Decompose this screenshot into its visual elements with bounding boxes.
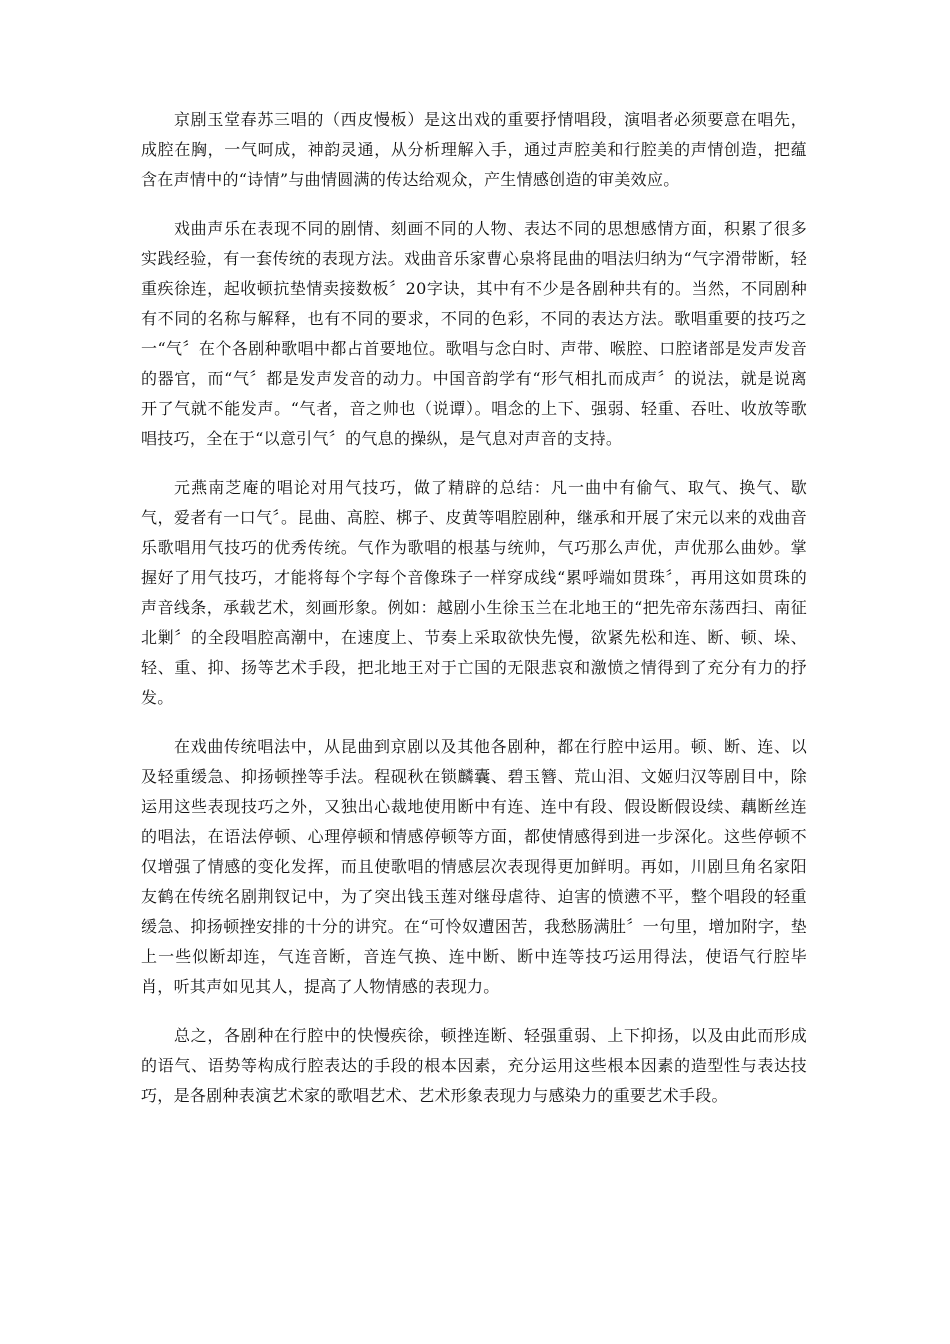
paragraph-4: 在戏曲传统唱法中，从昆曲到京剧以及其他各剧种，都在行腔中运用。顿、断、连、以及轻重缓急、抑扬顿挫等手法。程砚秋在锁麟囊、碧玉簪、荒山泪、文姬归汉等剧目中，除运用这些表现技巧之外，又独出心裁地使用断中有连、连中有段、假设断假设续、藕断丝连的唱法，在语法停顿、心理停顿和情感停顿等方面，都使情感得到进一步深化。这些停顿不仅增强了情感的变化发挥，而且使歌唱的情感层次表现得更加鲜明。再如，川剧旦角名家阳友鹤在传统名剧荆钗记中，为了突出钱玉莲对继母虐待、迫害的愤懑不平，整个唱段的轻重缓急、抑扬顿挫安排的十分的讲究。在“可怜奴遭困苦，我愁肠满肚〞一句里，增加附字，垫上一些似断却连，气连音断，音连气换、连中断、断中连等技巧运用得法，使语气行腔毕肖，听其声如见其人，提高了人物情感的表现力。: [141, 737, 807, 996]
paragraph-5: 总之，各剧种在行腔中的快慢疾徐，顿挫连断、轻强重弱、上下抑扬，以及由此而形成的语气、语势等构成行腔表达的手段的根本因素，充分运用这些根本因素的造型性与表达技巧，是各剧种表演艺术家的歌唱艺术、艺术形象表现力与感染力的重要艺术手段。: [141, 1026, 807, 1105]
paragraph-3: 元燕南芝庵的唱论对用气技巧，做了精辟的总结：凡一曲中有偷气、取气、换气、歇气，爱者有一口气〞。昆曲、高腔、梆子、皮黄等唱腔剧种，继承和开展了宋元以来的戏曲音乐歌唱用气技巧的优秀传统。气作为歌唱的根基与统帅，气巧那么声优，声优那么曲妙。掌握好了用气技巧，才能将每个字每个音像珠子一样穿成线“累呼端如贯珠〞，再用这如贯珠的声音线条，承载艺术，刻画形象。例如：越剧小生徐玉兰在北地王的“把先帝东荡西扫、南征北剿〞的全段唱腔高潮中，在速度上、节奏上采取欲快先慢，欲紧先松和连、断、顿、垛、轻、重、抑、扬等艺术手段，把北地王对于亡国的无限悲哀和激愤之情得到了充分有力的抒发。: [141, 478, 807, 707]
paragraph-1: 京剧玉堂春苏三唱的（西皮慢板）是这出戏的重要抒情唱段，演唱者必须要意在唱先，成腔在胸，一气呵成，神韵灵通，从分析理解入手，通过声腔美和行腔美的声情创造，把蕴含在声情中的“诗情”与曲情圆满的传达给观众，产生情感创造的审美效应。: [141, 110, 807, 189]
paragraph-2: 戏曲声乐在表现不同的剧情、刻画不同的人物、表达不同的思想感情方面，积累了很多实践经验，有一套传统的表现方法。戏曲音乐家曹心泉将昆曲的唱法归纳为“气字滑带断，轻重疾徐连，起收顿抗垫情卖接数板〞20字诀，其中有不少是各剧种共有的。当然，不同剧种有不同的名称与解释，也有不同的要求，不同的色彩，不同的表达方法。歌唱重要的技巧之一“气〞在个各剧种歌唱中都占首要地位。歌唱与念白时、声带、喉腔、口腔诸部是发声发音的器官，而“气〞都是发声发音的动力。中国音韵学有“形气相扎而成声〞的说法，就是说离开了气就不能发声。“气者，音之帅也（说谭）。唱念的上下、强弱、轻重、吞吐、收放等歌唱技巧，全在于“以意引气〞的气息的操纵，是气息对声音的支持。: [141, 219, 807, 448]
document-body: [141, 105, 807, 1130]
